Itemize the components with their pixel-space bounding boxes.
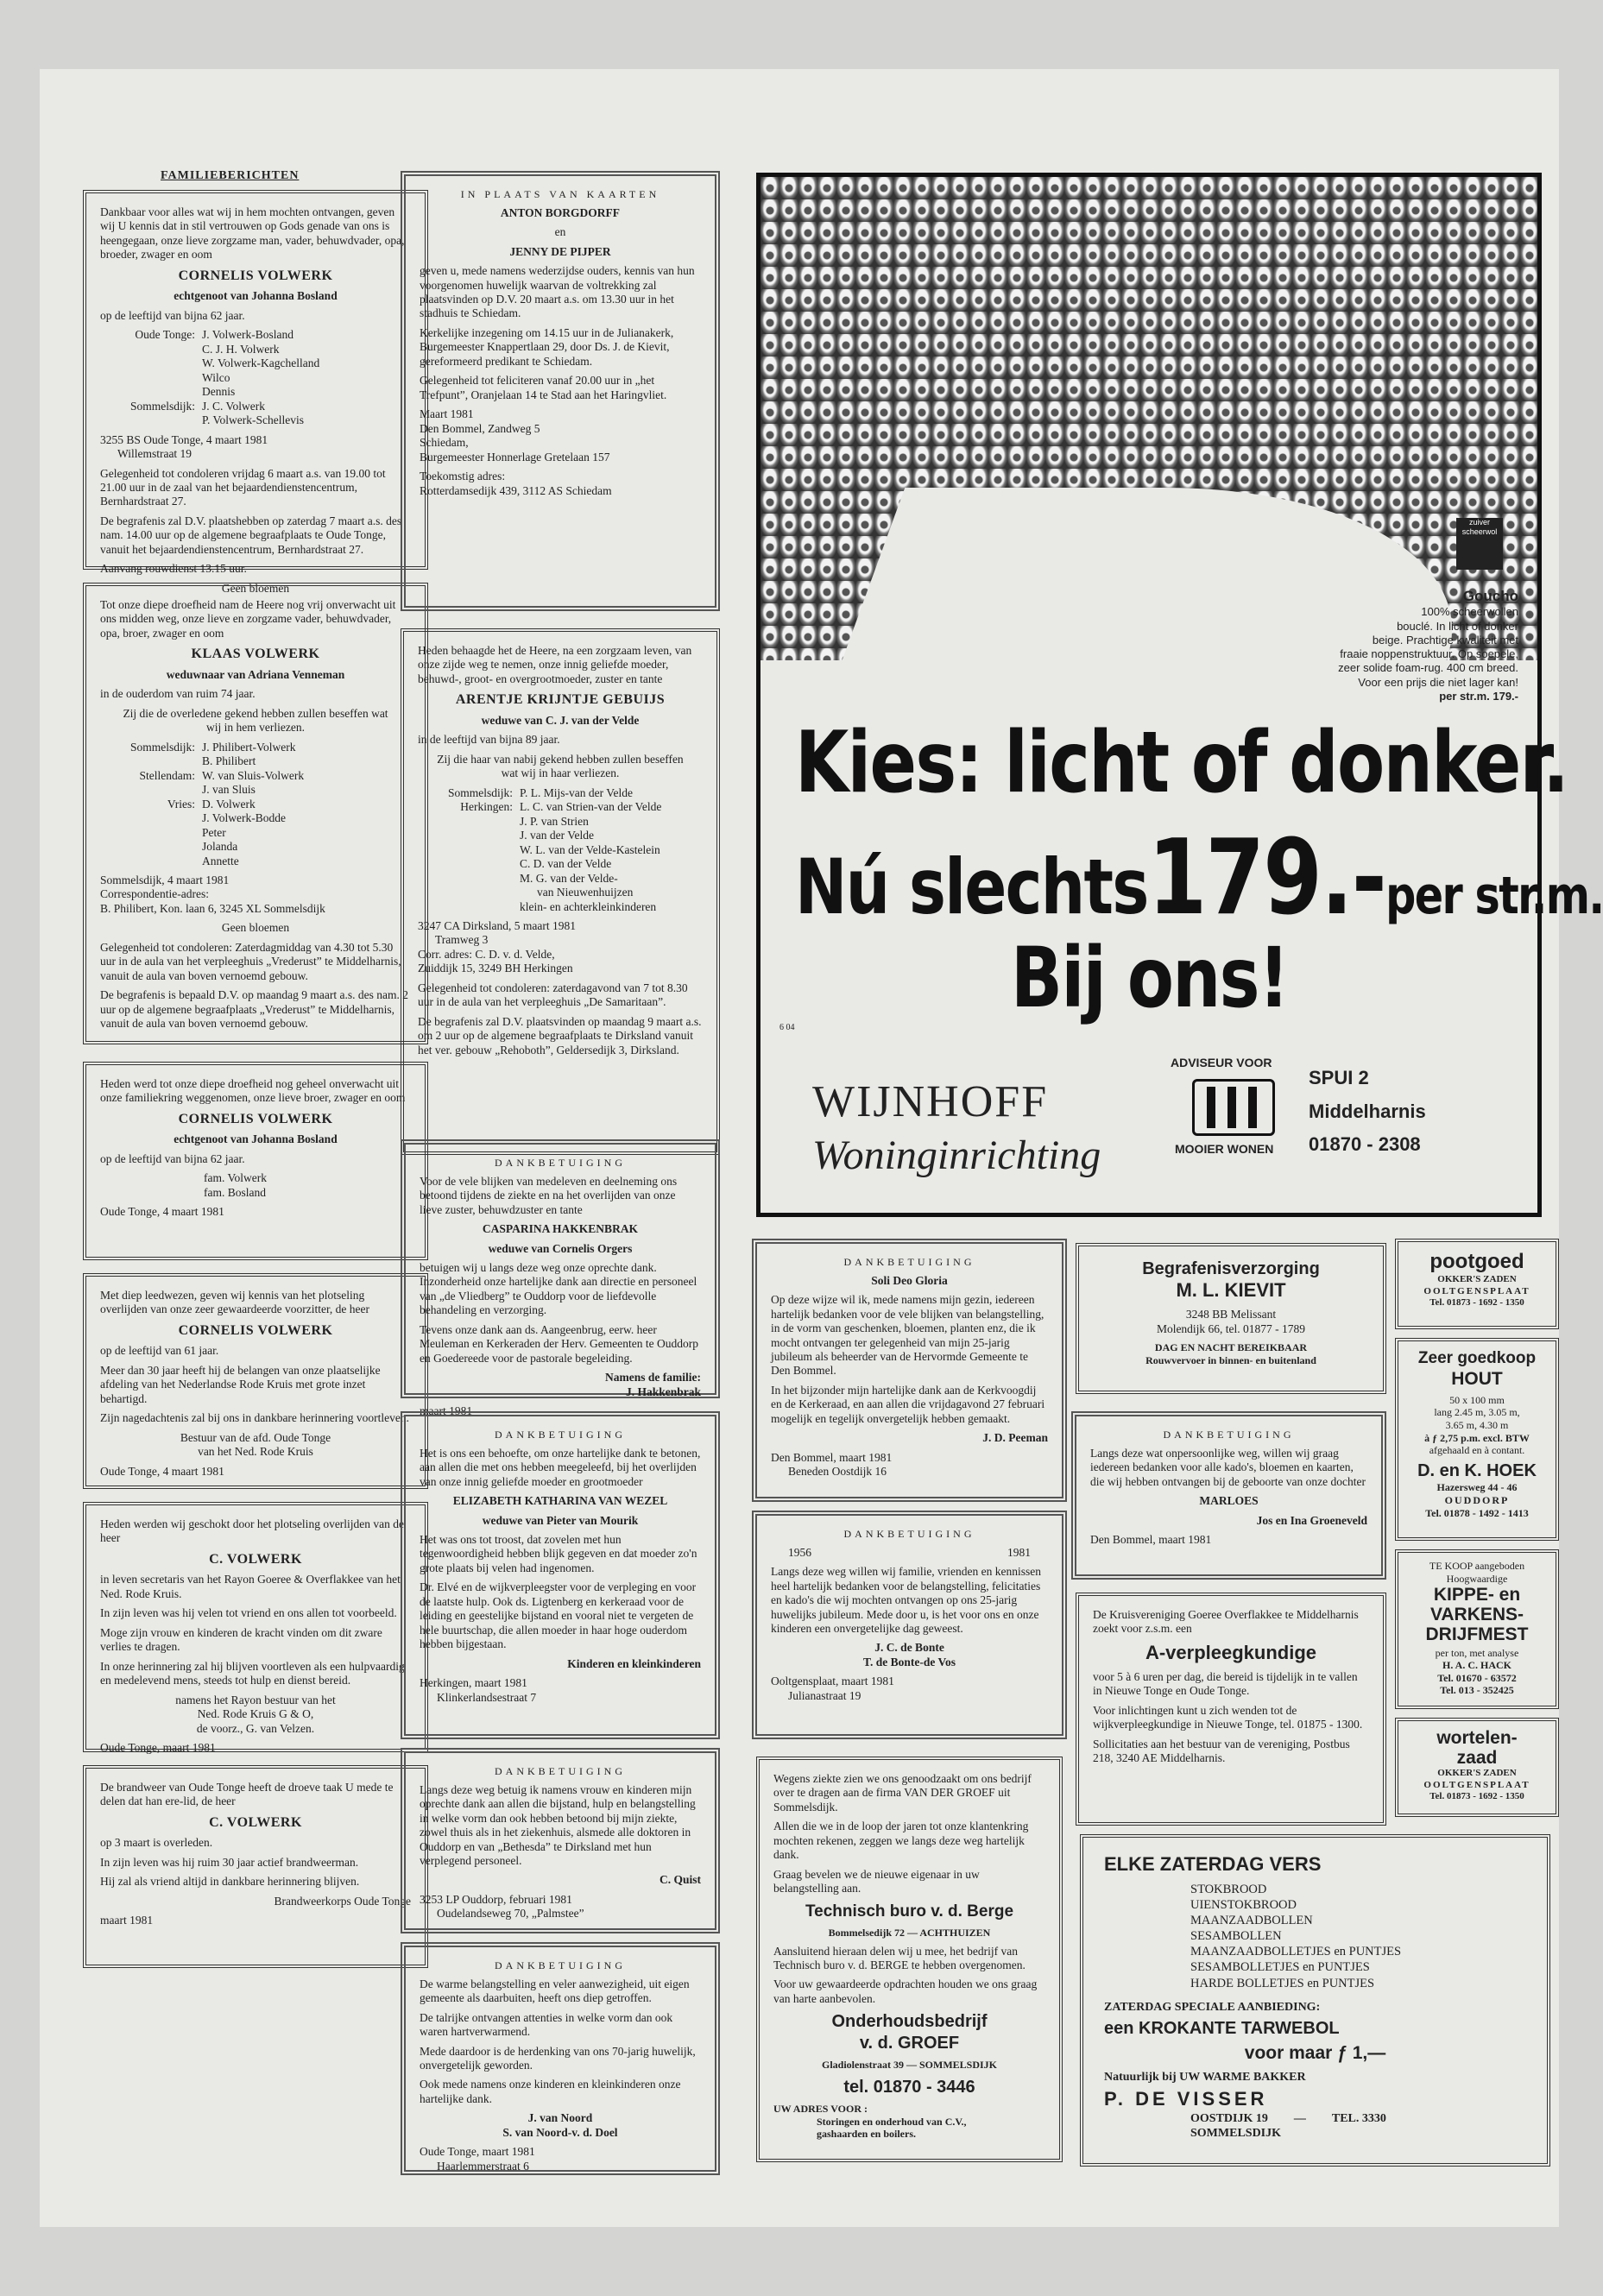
thanks-quist: DANKBETUIGING Langs deze weg betuig ik namens vrouw en kinderen mijn oprechte dank aan allen die bijstand, hulp en belangstelling in welke vorm dan ook hebben betoond bij mijn ziekte, zowel thuis als in het ziekenhuis, alsmede alle doktoren in Ouddorp en van „Bethesda” te Dirksland met hun verplegend personeel. C. Quist 3253 LP Ouddorp, februari 1981 Oudelandseweg 70, „Palmstee” (401, 1748, 720, 1933)
obituary-arentje-gebuijs: Heden behaagde het de Heere, na een zorgzaam leven, van onze zijde weg te nemen, onze innig geliefde moeder, behuwd-, groot- en overgrootmoeder, zuster en tante ARENTJE KRIJNTJE GEBUIJS weduwe van C. J. van der Velde in de leeftijd van bijna 89 jaar. Zij die haar van nabij gekend hebben zullen beseffen wat wij in haar verliezen. Sommelsdijk: P. L. Mijs-van der Velde Herkingen: L. C. van Strien-van der Velde J. P. van Strien J. van der Velde W. L. van der Velde-Kastelein C. D. van der Velde M. G. van der Velde- van Nieuwenhuijzen klein- en achterkleinkinderen 3247 CA Dirksland, 5 maart 1981 Tramweg 3 Corr. adres: C. D. v. d. Velde, Zuiddijk 15, 3249 BH Herkingen Gelegenheid tot condoleren: zaterdagavond van 7 tot 8.30 uur in de aula van het verpleeghuis „De Samaritaan”. De begrafenis zal D.V. plaatsvinden op maandag 9 maart a.s. om 2 uur op de algemene begraafplaats te Dirksland vanuit het ver. gebouw „Rehoboth”, Geldersedijk 3, Dirksland. (401, 628, 720, 1155)
mooier-wonen-logo-icon (1192, 1079, 1275, 1136)
headline-bij-ons: Bij ons! (1011, 930, 1289, 1026)
relatives-sommelsdijk: Sommelsdijk: J. C. Volwerk P. Volwerk-Schellevis (129, 399, 304, 427)
obituary-cornelis-volwerk: Dankbaar voor alles wat wij in hem mochten ontvangen, geven wij U kennis dat in stil vertrouwen op Gods genade van ons is heengegaan, onze lieve zorgzame man, vader, behuwdvader, opa, broeder, zwager en oom CORNELIS VOLWERK echtgenoot van Johanna Bosland op de leeftijd van bijna 62 jaar. Oude Tonge: J. Volwerk-Bosland C. J. H. Volwerk W. Volwerk-Kagchelland Wilco Dennis Sommelsdijk: J. C. Volwerk P. Volwerk-Schellevis 3255 BS Oude Tonge, 4 maart 1981 Willemstraat 19 Gelegenheid tot condoleren vrijdag 6 maart a.s. van 19.00 tot 21.00 uur in de zaal van het bejaardendienstencentrum, Bernhardstraat 27. De begrafenis zal D.V. plaatshebben op zaterdag 7 maart a.s. des nam. 14.00 uur op de algemene begraafplaats te Oude Tonge, vanuit het bejaardendienstencentrum, Bernhardstraat 27. Aanvang rouwdienst 13.15 uur. Geen bloemen (83, 190, 428, 570)
wortelenzaad-ad: wortelen- zaad OKKER'S ZADEN OOLTGENSPLAAT Tel. 01873 - 1692 - 1350 (1395, 1718, 1559, 1817)
thanks-groeneveld: DANKBETUIGING Langs deze wat onpersoonlijke weg, willen wij graag iedereen bedanken voor alle kado's, bloemen en kaarten, die wij hebben ontvangen bij de geboorte van onze dochter MARLOES Jos en Ina Groeneveld Den Bommel, maart 1981 (1071, 1411, 1386, 1580)
intro-text: Dankbaar voor alles wat wij in hem mochten ontvangen, geven wij U kennis dat in stil vertrouwen op Gods genade van ons is heengegaan, onze lieve zorgzame man, vader, behuwdvader, opa, broeder, zwager en oom (100, 205, 405, 262)
wedding-announcement: IN PLAATS VAN KAARTEN ANTON BORGDORFF en JENNY DE PIJPER geven u, mede namens wederzijdse ouders, kennis van hun voorgenomen huwelijk waarvan de voltrekking zal plaatsvinden op D.V. 20 maart a.s. om 13.30 uur in het stadhuis te Schiedam. Kerkelijke inzegening om 14.15 uur in de Julianakerk, Burgemeester Knappertlaan 29, door Ds. J. de Kievit, gereformeerd predikant te Schiedam. Gelegenheid tot feliciteren vanaf 20.00 uur in „het Trefpunt”, Oranjelaan 14 te Stad aan het Haringvliet. Maart 1981 Den Bommel, Zandweg 5 Schiedam, Burgemeester Honnerlage Gretelaan 157 Toekomstig adres: Rotterdamsedijk 439, 3112 AS Schiedam (401, 171, 720, 611)
obituary-klaas-volwerk: Tot onze diepe droefheid nam de Heere nog vrij onverwacht uit ons midden weg, onze lieve en zorgzame vader, behuwdvader, opa, broer, zwager en oom KLAAS VOLWERK weduwnaar van Adriana Venneman in de ouderdom van ruim 74 jaar. Zij die de overledene gekend hebben zullen beseffen wat wij in hem verliezen. Sommelsdijk: J. Philibert-Volwerk B. Philibert Stellendam: W. van Sluis-Volwerk J. van Sluis Vries: D. Volwerk J. Volwerk-Bodde Peter Jolanda Annette Sommelsdijk, 4 maart 1981 Correspondentie-adres: B. Philibert, Kon. laan 6, 3245 XL Sommelsdijk Geen bloemen Gelegenheid tot condoleren: Zaterdagmiddag van 4.30 tot 5.30 uur in de aula van het verpleeghuis „Vrederust” te Middelharnis, vanuit de aula van boven vernoemd gebouw. De begrafenis is bepaald D.V. op maandag 9 maart a.s. des nam. 2 uur op de algemene begraafplaats „Vrederust” te Middelharnis, vanuit de aula van boven vernoemd gebouw. (83, 583, 428, 1044)
headline-kies: Kies: licht of donker. (795, 714, 1568, 812)
shop-name: WIJNHOFF (812, 1077, 1049, 1126)
thanks-van-wezel: DANKBETUIGING Het is ons een behoefte, om onze hartelijke dank te betonen, aan allen die met ons hebben meegeleefd, bij het overlijden van onze innig geliefde moeder en grootmoeder ELIZABETH KATHARINA VAN WEZEL weduwe van Pieter van Mourik Het was ons tot troost, dat zovelen met hun tegenwoordigheid hebben blijk gegeven en dat moeder zo'n grote plaats bij velen had ingenomen. Dr. Elvé en de wijkverpleegster voor de verpleging en voor de laatste hulp. Ook ds. Ligtenberg en kerkeraad voor de leiding en geestelijke bijstand en vooral niet te vergeten de hele buurtschap, die allen moeder in haar hoge ouderdom hebben bijgestaan. Kinderen en kleinkinderen Herkingen, maart 1981 Klinkerlandsestraat 7 (401, 1411, 720, 1739)
notice-brandweer: De brandweer van Oude Tonge heeft de droeve taak U mede te delen dat han ere-lid, de heer C. VOLWERK op 3 maart is overleden. In zijn leven was hij ruim 30 jaar actief brandweerman. Hij zal als vriend altijd in dankbare herinnering blijven. Brandweerkorps Oude Tonge maart 1981 (83, 1765, 428, 1968)
relatives-row: Sommelsdijk: J. Philibert-Volwerk B. Philibert (129, 740, 296, 768)
notice-cornelis-volwerk-family: Heden werd tot onze diepe droefheid nog geheel onverwacht uit onze familiekring weggenomen, onze lieve broer, zwager en oom CORNELIS VOLWERK echtgenoot van Johanna Bosland op de leeftijd van bijna 62 jaar. fam. Volwerk fam. Bosland Oude Tonge, 4 maart 1981 (83, 1062, 428, 1260)
thanks-hakkenbrak: DANKBETUIGING Voor de vele blijken van medeleven en deelneming ons betoond tijdens de ziekte en na het overlijden van onze lieve zuster, behuwdzuster en tante CASPARINA HAKKENBRAK weduwe van Cornelis Orgers betuigen wij u langs deze weg onze oprechte dank. Inzonderheid onze hartelijke dank aan directie en personeel van „de Vliedberg” te Ouddorp voor de liefdevolle behandeling en verzorging. Tevens onze dank aan ds. Aangeenbrug, eerw. heer Meuleman en Kerkeraden der Herv. Gemeenten te Ouddorp en Goedereede voor de pastorale begeleiding. Namens de familie: J. Hakkenbrak maart 1981 (401, 1139, 720, 1398)
notice-rode-kruis: Met diep leedwezen, geven wij kennis van het plotseling overlijden van onze zeer gewaardeerde voorzitter, de heer CORNELIS VOLWERK op de leeftijd van 61 jaar. Meer dan 30 jaar heeft hij de belangen van onze plaatselijke afdeling van het Nederlandse Rode Kruis met grote inzet behartigd. Zijn nagedachtenis zal bij ons in dankbare herinnering voortleven. Bestuur van de afd. Oude Tonge van het Ned. Rode Kruis Oude Tonge, 4 maart 1981 (83, 1273, 428, 1489)
ad-code: 6 04 (779, 1023, 795, 1032)
business-transfer-notice: Wegens ziekte zien we ons genoodzaakt om ons bedrijf over te dragen aan de firma VAN DER GROEF uit Sommelsdijk. Allen die we in de loop der jaren tot onze klantenkring mochten rekenen, zeggen we langs deze weg hartelijk dank. Graag bevelen we de nieuwe eigenaar in uw belangstelling aan. Technisch buro v. d. Berge Bommelsedijk 72 — ACHTHUIZEN Aansluitend hieraan delen wij u mee, het bedrijf van Technisch buro v. d. BERGE te hebben overgenomen. Voor uw gewaardeerde opdrachten houden we ons graag van harte aanbevolen. Onderhoudsbedrijf v. d. GROEF Gladiolenstraat 39 — SOMMELSDIJK tel. 01870 - 3446 UW ADRES VOOR : Storingen en onderhoud van C.V., gashaarden en boilers. (756, 1757, 1063, 2162)
funeral-service-ad: Begrafenisverzorging M. L. KIEVIT 3248 BB Melissant Molendijk 66, tel. 01877 - 1789 DAG EN NACHT BEREIKBAAR Rouwvervoer in binnen- en buitenland (1076, 1243, 1386, 1394)
thanks-van-noord: DANKBETUIGING De warme belangstelling en veler aanwezigheid, uit eigen gemeente als daarbuiten, heeft ons diep getroffen. De talrijke ontvangen attenties in welke vorm dan ook waren hartverwarmend. Mede daardoor is de herdenking van ons 70-jarig huwelijk, onvergetelijk geworden. Ook mede namens onze kinderen en kleinkinderen onze hartelijke dank. J. van Noord S. van Noord-v. d. Doel Oude Tonge, maart 1981 Haarlemmerstraat 6 (401, 1942, 720, 2175)
bakery-items: STOKBROOD UIENSTOKBROOD MAANZAADBOLLEN SESAMBOLLEN MAANZAADBOLLETJES en PUNTJES SESAMBOLLETJES en PUNTJES HARDE BOLLETJES en PUNTJES (1190, 1882, 1402, 1990)
condolence-text: Gelegenheid tot condoleren vrijdag 6 maart a.s. van 19.00 tot 21.00 uur in de zaal van het bejaardendienstencentrum, Bernhardstraat 27. (100, 466, 386, 508)
age-line: op de leeftijd van bijna 62 jaar. (100, 308, 245, 322)
bakery-advertisement: ELKE ZATERDAG VERS STOKBROOD UIENSTOKBROOD MAANZAADBOLLEN SESAMBOLLEN MAANZAADBOLLETJES en PUNTJES SESAMBOLLETJES en PUNTJES HARDE BOLLETJES en PUNTJES ZATERDAG SPECIALE AANBIEDING: een KROKANTE TARWEBOL voor maar ƒ 1,— Natuurlijk bij UW WARME BAKKER P. DE VISSER OOSTDIJK 19 — TEL. 3330 SOMMELSDIJK (1080, 1834, 1550, 2167)
notice-rayon-rode-kruis: Heden werden wij geschokt door het plotseling overlijden van de heer C. VOLWERK in leven secretaris van het Rayon Goeree & Overflakkee van het Ned. Rode Kruis. In zijn leven was hij velen tot vriend en ons allen tot voorbeeld. Moge zijn vrouw en kinderen de kracht vinden om dit zware verlies te dragen. In onze herinnering zal hij blijven voortleven als een hulpvaardig en medelevend mens, steeds tot hulp en dienst bereid. namens het Rayon bestuur van het Ned. Rode Kruis G & O, de voorz., G. van Velzen. Oude Tonge, maart 1981 (83, 1502, 428, 1752)
address-line: 3255 BS Oude Tonge, 4 maart 1981 (100, 432, 268, 446)
pootgoed-ad: pootgoed OKKER'S ZADEN OOLTGENSPLAAT Tel. 01873 - 1692 - 1350 (1395, 1239, 1559, 1329)
newspaper-page (40, 69, 1603, 2227)
relatives-row: Stellendam: W. van Sluis-Volwerk J. van Sluis (139, 768, 305, 797)
deceased-name: CORNELIS VOLWERK (178, 268, 333, 283)
spouse-line: echtgenoot van Johanna Bosland (174, 289, 338, 303)
headline-price: Nú slechts179.-per str.m. (795, 818, 1603, 938)
hout-ad: Zeer goedkoop HOUT 50 x 100 mm lang 2.45 m, 3.05 m, 3.65 m, 4.30 m à ƒ 2,75 p.m. excl. BTW afgehaald en à contant. D. en K. HOEK Hazersweg 44 - 46 OUDDORP Tel. 01878 - 1492 - 1413 (1395, 1338, 1559, 1541)
shop-subtitle: Woninginrichting (812, 1132, 1101, 1178)
product-description: Goucho 100% scheerwollen bouclé. In licht of donker beige. Prachtige kwaliteit met fraaie noppenstruktuur. Op soepele, zeer solide foam-rug. 400 cm breed. Voor een prijs die niet lager kan! per str.m. 179.- (1338, 588, 1518, 703)
relatives-oude-tonge: Oude Tonge: J. Volwerk-Bosland C. J. H. Volwerk W. Volwerk-Kagchelland Wilco Dennis (135, 328, 320, 399)
wool-seal-icon: zuiver scheerwol (1456, 518, 1503, 570)
shop-address: SPUI 2 Middelharnis 01870 - 2308 (1309, 1067, 1426, 1155)
carpet-advertisement: zuiver scheerwol Goucho 100% scheerwollen bouclé. In licht of donker beige. Prachtige kwaliteit met fraaie noppenstruktuur. Op soepele, zeer solide foam-rug. 400 cm breed. Voor een prijs die niet lager kan! per str.m. 179.- Kies: licht of donker. Nú slechts179.-per str.m. Bij ons! 6 04 WIJNHOFF Woninginrichting ADVISEUR VOOR MOOIER WONEN SPUI 2 Middelharnis 01870 - 2308 (756, 173, 1542, 1217)
thanks-peeman: DANKBETUIGING Soli Deo Gloria Op deze wijze wil ik, mede namens mijn gezin, iedereen hartelijk bedanken voor de vele blijken van belangstelling, in de vorm van geschenken, bloemen, planten enz, die ik mocht ontvangen ter gelegenheid van mijn 25-jarig jubileum als beheerder van de Hervormde Gemeente te Den Bommel. In het bijzonder mijn hartelijke dank aan de Kerkvoogdij en de Kerkeraad, en aan allen die vrijdagavond 27 februari mogelijk en tegelijk onvergetelijk hebben gemaakt. J. D. Peeman Den Bommel, maart 1981 Beneden Oostdijk 16 (752, 1239, 1067, 1502)
nurse-vacancy-ad: De Kruisvereniging Goeree Overflakkee te Middelharnis zoekt voor z.s.m. een A-verpleegkundige voor 5 à 6 uren per dag, die bereid is tijdelijk in te vallen in Nieuwe Tonge en Oude Tonge. Voor inlichtingen kunt u zich wenden tot de wijkverpleegkundige in Nieuwe Tonge, tel. 01875 - 1300. Sollicitaties aan het bestuur van de vereniging, Postbus 218, 3240 AE Middelharnis. (1076, 1593, 1386, 1826)
relatives-row: Vries: D. Volwerk J. Volwerk-Bodde Peter Jolanda Annette (167, 797, 286, 867)
deceased-name: KLAAS VOLWERK (191, 647, 320, 662)
section-title: FAMILIEBERICHTEN (161, 169, 300, 182)
mest-ad: TE KOOP aangeboden Hoogwaardige KIPPE- en VARKENS- DRIJFMEST per ton, met analyse H. A. C. HACK Tel. 01670 - 63572 Tel. 013 - 352425 (1395, 1549, 1559, 1709)
burial-text: De begrafenis zal D.V. plaatshebben op zaterdag 7 maart a.s. des nam. 14.00 uur op de algemene begraafplaats te Oude Tonge, vanuit het bejaardendienstencentrum, Bernhardstraat 27. (100, 514, 402, 556)
thanks-de-bonte: DANKBETUIGING 1956 1981 Langs deze weg willen wij familie, vrienden en kennissen heel hartelijk bedanken voor de belangstelling, felicitaties en kado's die wij mochten ontvangen op ons 25-jarig huwelijks jubileum. Mede door u, is het voor ons en onze kinderen een onvergetelijke dag geweest. J. C. de Bonte T. de Bonte-de Vos Ooltgensplaat, maart 1981 Julianastraat 19 (752, 1511, 1067, 1739)
